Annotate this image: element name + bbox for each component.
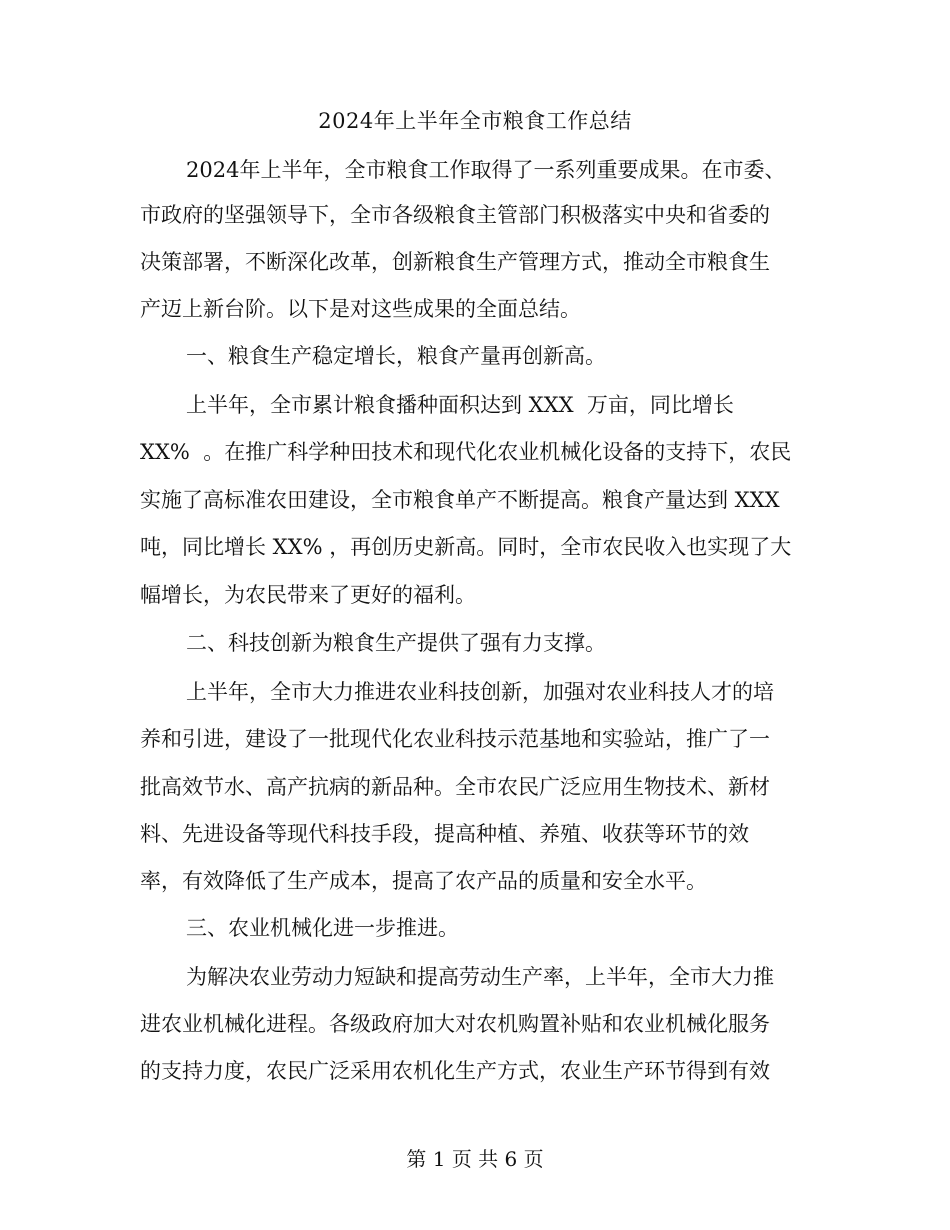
section-heading: 三、农业机械化进一步推进。 bbox=[186, 916, 459, 940]
section-heading: 一、粮食生产稳定增长，粮食产量再创新高。 bbox=[186, 344, 606, 368]
body-line: 率，有效降低了生产成本，提高了农产品的质量和安全水平。 bbox=[140, 869, 707, 893]
body-line: 料、先进设备等现代科技手段，提高种植、养殖、收获等环节的效 bbox=[140, 822, 749, 846]
body-line: 决策部署，不断深化改革，创新粮食生产管理方式，推动全市粮食生 bbox=[140, 250, 770, 274]
body-line: 实施了高标准农田建设，全市粮食单产不断提高。粮食产量达到 XXX bbox=[140, 488, 780, 512]
body-line: XX% 。在推广科学种田技术和现代化农业机械化设备的支持下，农民 bbox=[140, 440, 792, 464]
body-line: 为解决农业劳动力短缺和提高劳动生产率，上半年，全市大力推 bbox=[186, 965, 774, 989]
document-title: 2024年上半年全市粮食工作总结 bbox=[318, 109, 632, 133]
body-line: 幅增长，为农民带来了更好的福利。 bbox=[140, 583, 476, 607]
section-heading: 二、科技创新为粮食生产提供了强有力支撑。 bbox=[186, 631, 606, 655]
body-line: 吨，同比增长 XX% ，再创历史新高。同时，全市农民收入也实现了大 bbox=[140, 535, 792, 559]
body-line: 2024年上半年，全市粮食工作取得了一系列重要成果。在市委、 bbox=[186, 158, 786, 182]
body-line: 的支持力度，农民广泛采用农机化生产方式，农业生产环节得到有效 bbox=[140, 1059, 770, 1083]
body-line: 上半年，全市累计粮食播种面积达到 XXX 万亩，同比增长 bbox=[186, 393, 734, 417]
body-line: 养和引进，建设了一批现代化农业科技示范基地和实验站，推广了一 bbox=[140, 727, 770, 751]
body-line: 市政府的坚强领导下，全市各级粮食主管部门积极落实中央和省委的 bbox=[140, 203, 770, 227]
body-line: 上半年，全市大力推进农业科技创新，加强对农业科技人才的培 bbox=[186, 680, 774, 704]
body-line: 进农业机械化进程。各级政府加大对农机购置补贴和农业机械化服务 bbox=[140, 1012, 770, 1036]
body-line: 产迈上新台阶。以下是对这些成果的全面总结。 bbox=[140, 297, 581, 321]
page-number: 第 1 页 共 6 页 bbox=[406, 1147, 544, 1171]
body-line: 批高效节水、高产抗病的新品种。全市农民广泛应用生物技术、新材 bbox=[140, 775, 770, 799]
